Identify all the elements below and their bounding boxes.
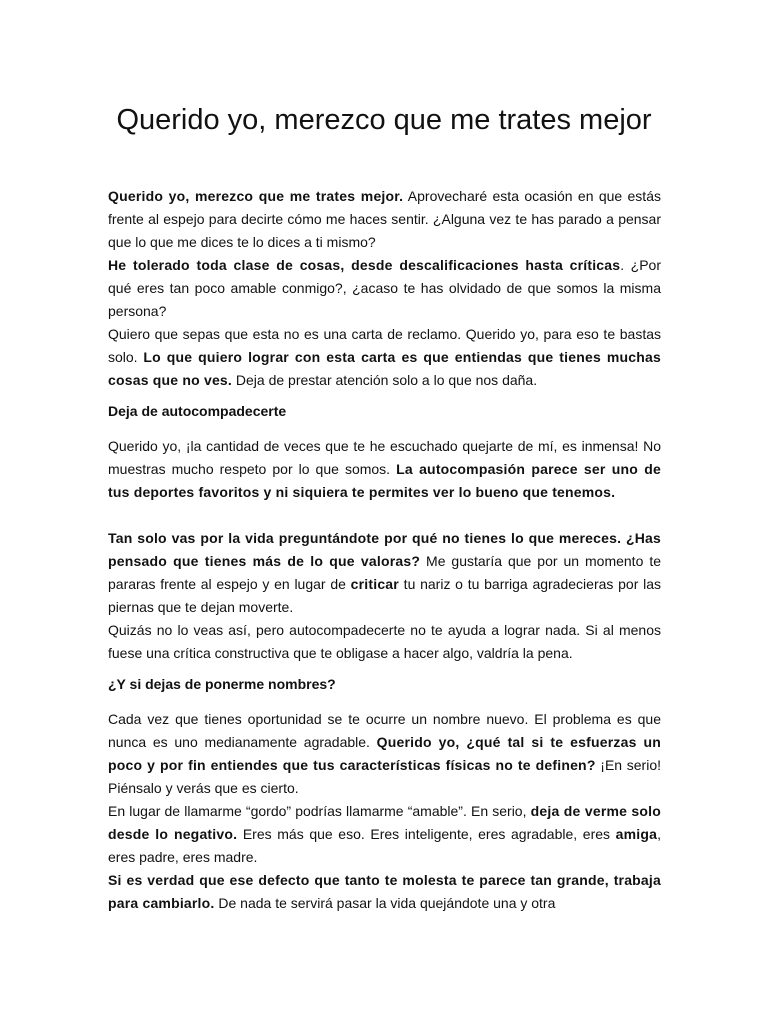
text-run: Aprovecharé esta ocasión en que estás frente al espejo para decirte cómo me haces sentir. ¿Alguna vez te has parado a pensar que lo que me dices te lo dices a ti mismo? <box>108 188 661 250</box>
text-run: Quizás no lo veas así, pero autocompadecerte no te ayuda a lograr nada. Si al menos fuese una crítica constructiva que te obligase a hacer algo, valdría la pena. <box>108 622 661 661</box>
document-title: Querido yo, merezco que me trates mejor <box>116 104 652 136</box>
text-run: Cada vez que tienes oportunidad se te ocurre un nombre nuevo. El problema es que nunca es uno medianamente agradable. <box>108 711 661 750</box>
text-run: Eres más que eso. Eres inteligente, eres agradable, eres <box>237 826 616 842</box>
text-run: He tolerado toda clase de cosas, desde descalificaciones hasta críticas <box>108 257 621 273</box>
text-run: Deja de prestar atención solo a lo que nos daña. <box>232 372 538 388</box>
paragraph <box>108 619 661 665</box>
text-run: Si es verdad que ese defecto que tanto te molesta te parece tan grande, trabaja para cambiarlo. <box>108 872 661 911</box>
text-run: . ¿Por qué eres tan poco amable conmigo?, ¿acaso te has olvidado de que somos la misma persona? <box>108 257 661 319</box>
paragraph <box>108 435 661 504</box>
paragraph <box>108 800 661 869</box>
paragraph <box>108 323 661 392</box>
text-run: Quiero que sepas que esta no es una carta de reclamo. Querido yo, para eso te bastas solo. <box>108 326 661 365</box>
text-run: Querido yo, merezco que me trates mejor. <box>108 188 404 204</box>
text-run: tu nariz o tu barriga agradecieras por las piernas que te dejan moverte. <box>108 576 662 615</box>
text-run: amiga <box>615 826 658 842</box>
text-run: De nada te servirá pasar la vida quejándote una y otra <box>214 895 556 911</box>
paragraph <box>108 708 661 800</box>
text-run: En lugar de llamarme “gordo” podrías llamarme “amable”. En serio, <box>108 803 531 819</box>
text-run: La autocompasión parece ser uno de tus deportes favoritos y ni siquiera te permites ver lo bueno que tenemos. <box>108 461 661 500</box>
text-run: Me gustaría que por un momento te pararas frente al espejo y en lugar de <box>108 553 661 592</box>
text-run: Querido yo, ¿qué tal si te esfuerzas un poco y por fin entiendes que tus características físicas no te definen? <box>108 734 662 773</box>
text-run: Tan solo vas por la vida preguntándote por qué no tienes lo que mereces. ¿Has pensado que tienes más de lo que valoras? <box>108 530 661 569</box>
paragraph <box>108 527 661 619</box>
paragraph <box>108 869 661 915</box>
text-run: , eres padre, eres madre. <box>108 826 661 865</box>
text-run: criticar <box>350 576 399 592</box>
text-run: Querido yo, ¡la cantidad de veces que te he escuchado quejarte de mí, es inmensa! No muestras mucho respeto por lo que somos. <box>108 438 661 477</box>
section-heading: Deja de autocompadecerte <box>108 403 287 419</box>
text-run: Lo que quiero lograr con esta carta es que entiendas que tienes muchas cosas que no ves. <box>108 349 662 388</box>
document-body <box>108 185 661 915</box>
text-run: deja de verme solo desde lo negativo. <box>108 803 662 842</box>
paragraph <box>108 254 661 323</box>
text-run: ¡En serio! Piénsalo y verás que es cierto. <box>108 757 661 796</box>
paragraph <box>108 185 661 254</box>
section-heading: ¿Y si dejas de ponerme nombres? <box>108 676 336 692</box>
